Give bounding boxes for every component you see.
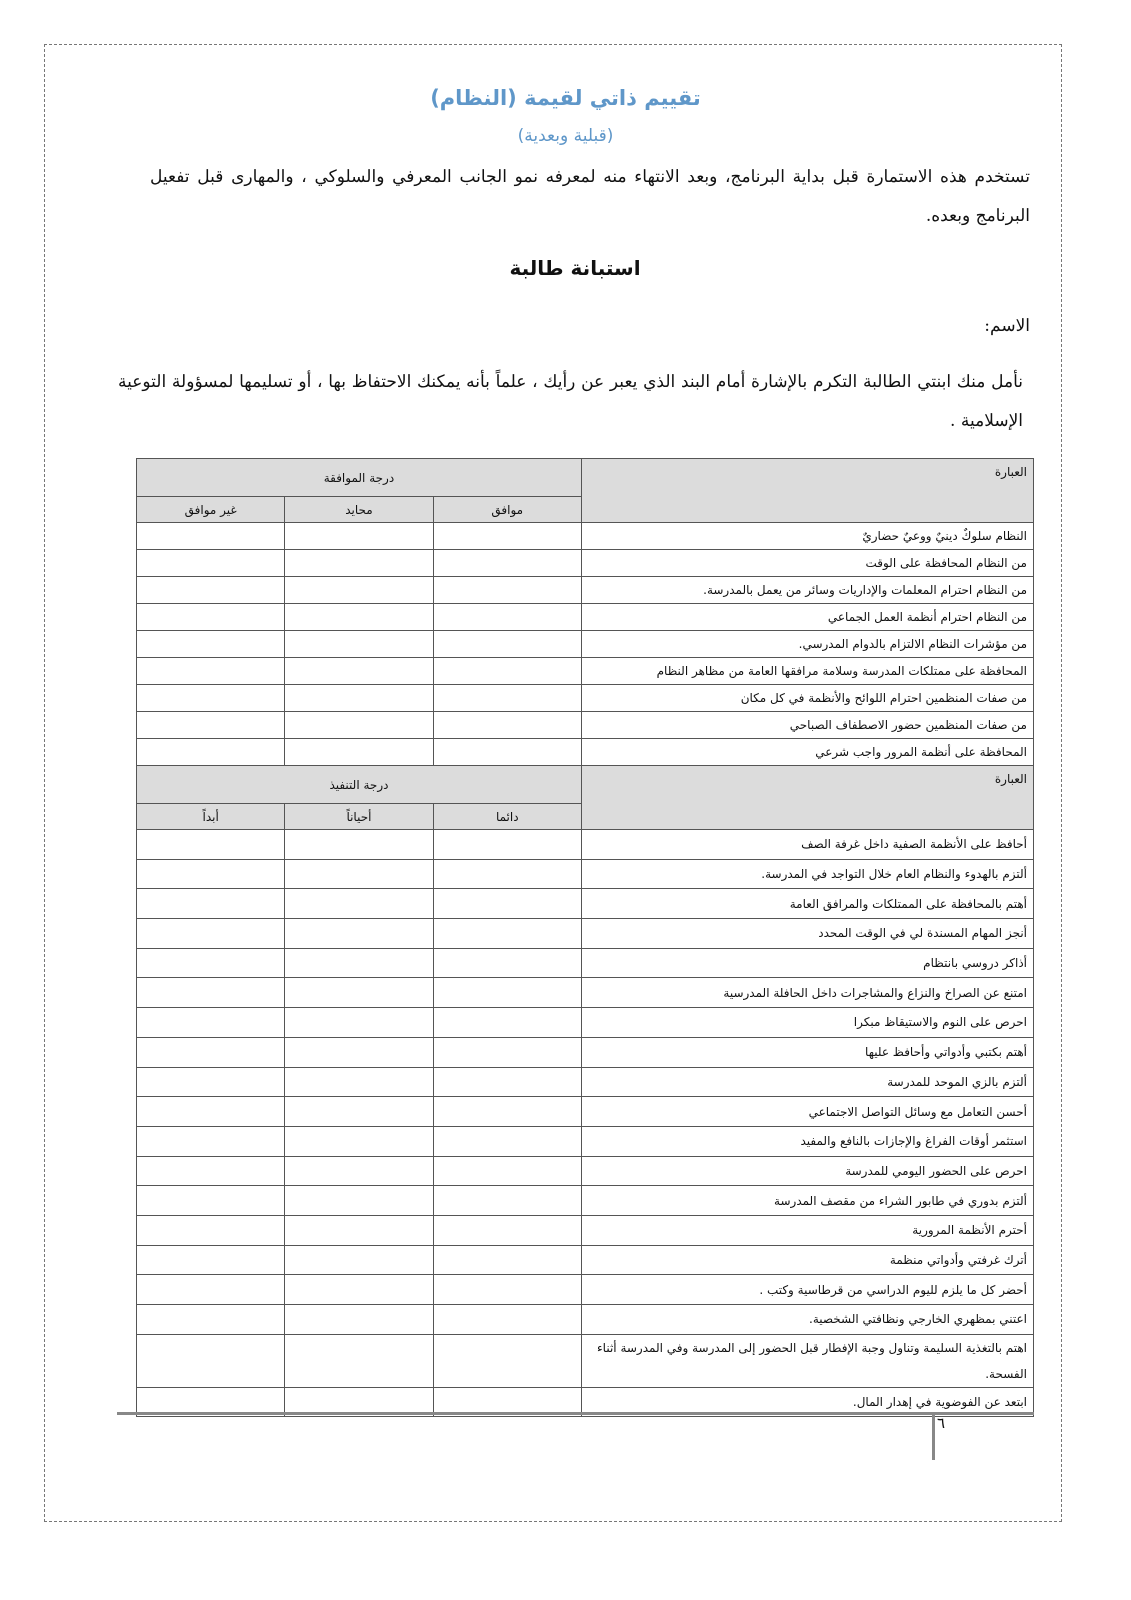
- statement-cell: أحافظ على الأنظمة الصفية داخل غرفة الصف: [581, 830, 1033, 860]
- answer-cell[interactable]: [137, 1067, 285, 1097]
- answer-cell[interactable]: [137, 948, 285, 978]
- answer-cell[interactable]: [137, 1008, 285, 1038]
- table-row: [137, 604, 1034, 631]
- instructions-paragraph: نأمل منك ابنتي الطالبة التكرم بالإشارة أمام البند الذي يعبر عن رأيك ، علماً بأنه يمكنك الاحتفاظ بها ، أو تسليمها لمسؤولة التوعية الإسلامية .: [118, 372, 1023, 431]
- answer-cell[interactable]: [433, 523, 581, 550]
- answer-cell[interactable]: [285, 1275, 433, 1305]
- answer-cell[interactable]: [285, 604, 433, 631]
- answer-cell[interactable]: [137, 1245, 285, 1275]
- table-row: [137, 685, 1034, 712]
- answer-cell[interactable]: [137, 1215, 285, 1245]
- answer-cell[interactable]: [285, 1305, 433, 1335]
- statement-cell: أحسن التعامل مع وسائل التواصل الاجتماعي: [581, 1097, 1033, 1127]
- table-row: [137, 712, 1034, 739]
- answer-cell[interactable]: [433, 1245, 581, 1275]
- table-row: [137, 1245, 1034, 1275]
- answer-cell[interactable]: [285, 889, 433, 919]
- answer-cell[interactable]: [433, 978, 581, 1008]
- answer-cell[interactable]: [137, 1275, 285, 1305]
- statement-cell: من صفات المنظمين احترام اللوائح والأنظمة في كل مكان: [581, 685, 1033, 712]
- answer-cell[interactable]: [137, 550, 285, 577]
- answer-cell[interactable]: [433, 1156, 581, 1186]
- answer-cell[interactable]: [285, 830, 433, 860]
- answer-cell[interactable]: [285, 550, 433, 577]
- answer-cell[interactable]: [285, 859, 433, 889]
- answer-cell[interactable]: [137, 830, 285, 860]
- statement-cell: المحافظة على ممتلكات المدرسة وسلامة مرافقها العامة من مظاهر النظام: [581, 658, 1033, 685]
- answer-cell[interactable]: [137, 1334, 285, 1387]
- answer-cell[interactable]: [433, 948, 581, 978]
- answer-cell[interactable]: [433, 685, 581, 712]
- table-row: [137, 830, 1034, 860]
- answer-cell[interactable]: [285, 685, 433, 712]
- answer-cell[interactable]: [137, 658, 285, 685]
- statement-cell: أنجز المهام المسندة لي في الوقت المحدد: [581, 919, 1033, 949]
- table-row: [137, 577, 1034, 604]
- section-header-row: [137, 766, 1034, 804]
- answer-cell[interactable]: [137, 739, 285, 766]
- statement-cell: أحضر كل ما يلزم لليوم الدراسي من قرطاسية وكتب .: [581, 1275, 1033, 1305]
- table-row: [137, 948, 1034, 978]
- answer-cell[interactable]: [433, 1126, 581, 1156]
- statement-cell: من النظام المحافظة على الوقت: [581, 550, 1033, 577]
- answer-cell[interactable]: [433, 1334, 581, 1387]
- answer-cell[interactable]: [137, 889, 285, 919]
- answer-cell[interactable]: [137, 685, 285, 712]
- statement-cell: من النظام احترام المعلمات والإداريات وسائر من يعمل بالمدرسة.: [581, 577, 1033, 604]
- table-row: [137, 1334, 1034, 1387]
- table-row: [137, 1097, 1034, 1127]
- answer-cell[interactable]: [137, 978, 285, 1008]
- answer-cell[interactable]: [137, 523, 285, 550]
- answer-cell[interactable]: [433, 919, 581, 949]
- answer-cell[interactable]: [285, 978, 433, 1008]
- statement-cell: ألتزم بدوري في طابور الشراء من مقصف المدرسة: [581, 1186, 1033, 1216]
- answer-cell[interactable]: [137, 859, 285, 889]
- answer-cell[interactable]: [433, 830, 581, 860]
- answer-cell[interactable]: [285, 1097, 433, 1127]
- answer-cell[interactable]: [433, 1037, 581, 1067]
- answer-cell[interactable]: [285, 577, 433, 604]
- statement-cell: المحافظة على أنظمة المرور واجب شرعي: [581, 739, 1033, 766]
- table-row: [137, 859, 1034, 889]
- statement-cell: ألتزم بالزي الموحد للمدرسة: [581, 1067, 1033, 1097]
- statement-cell: أحترم الأنظمة المرورية: [581, 1215, 1033, 1245]
- answer-cell[interactable]: [433, 1067, 581, 1097]
- answer-cell[interactable]: [137, 919, 285, 949]
- answer-cell[interactable]: [137, 1305, 285, 1335]
- answer-cell[interactable]: [433, 1186, 581, 1216]
- answer-cell[interactable]: [285, 919, 433, 949]
- answer-cell[interactable]: [433, 739, 581, 766]
- answer-cell[interactable]: [137, 712, 285, 739]
- table-row: [137, 1008, 1034, 1038]
- option-header: دائما: [433, 804, 581, 830]
- rating-group-header: درجة التنفيذ: [137, 766, 582, 804]
- statement-cell: اهتم بالتغذية السليمة وتناول وجبة الإفطار قبل الحضور إلى المدرسة وفي المدرسة أثناء الفسحة.: [581, 1334, 1033, 1387]
- answer-cell[interactable]: [433, 712, 581, 739]
- statement-cell: من مؤشرات النظام الالتزام بالدوام المدرسي.: [581, 631, 1033, 658]
- table-row: [137, 1126, 1034, 1156]
- answer-cell[interactable]: [285, 1037, 433, 1067]
- answer-cell[interactable]: [137, 1186, 285, 1216]
- questionnaire-table: [136, 458, 1034, 1417]
- answer-cell[interactable]: [137, 631, 285, 658]
- statement-header: العبارة: [581, 459, 1033, 523]
- answer-cell[interactable]: [285, 1008, 433, 1038]
- table-row: [137, 889, 1034, 919]
- statement-cell: احرص على الحضور اليومي للمدرسة: [581, 1156, 1033, 1186]
- statement-cell: من صفات المنظمين حضور الاصطفاف الصباحي: [581, 712, 1033, 739]
- answer-cell[interactable]: [285, 658, 433, 685]
- statement-cell: ألتزم بالهدوء والنظام العام خلال التواجد في المدرسة.: [581, 859, 1033, 889]
- answer-cell[interactable]: [433, 889, 581, 919]
- table-row: [137, 1156, 1034, 1186]
- section-header-row: [137, 459, 1034, 497]
- option-header: أبداً: [137, 804, 285, 830]
- table-row: [137, 1186, 1034, 1216]
- answer-cell[interactable]: [433, 631, 581, 658]
- answer-cell[interactable]: [285, 712, 433, 739]
- answer-cell[interactable]: [137, 604, 285, 631]
- answer-cell[interactable]: [285, 1245, 433, 1275]
- answer-cell[interactable]: [137, 577, 285, 604]
- name-label: الاسم:: [984, 316, 1030, 336]
- statement-cell: أترك غرفتي وأدواتي منظمة: [581, 1245, 1033, 1275]
- answer-cell[interactable]: [433, 1305, 581, 1335]
- statement-header: العبارة: [581, 766, 1033, 830]
- answer-cell[interactable]: [137, 1097, 285, 1127]
- answer-cell[interactable]: [285, 1215, 433, 1245]
- answer-cell[interactable]: [433, 1215, 581, 1245]
- statement-cell: استثمر أوقات الفراغ والإجازات بالنافع والمفيد: [581, 1126, 1033, 1156]
- answer-cell[interactable]: [433, 550, 581, 577]
- answer-cell[interactable]: [137, 1037, 285, 1067]
- statement-cell: ابتعد عن الفوضوية في إهدار المال.: [581, 1387, 1033, 1417]
- document-title: تقييم ذاتي لقيمة (النظام): [430, 86, 701, 110]
- statement-cell: من النظام احترام أنظمة العمل الجماعي: [581, 604, 1033, 631]
- table-row: [137, 1275, 1034, 1305]
- answer-cell[interactable]: [433, 577, 581, 604]
- answer-cell[interactable]: [433, 604, 581, 631]
- table-row: [137, 1067, 1034, 1097]
- answer-cell[interactable]: [285, 1067, 433, 1097]
- statement-cell: النظام سلوكٌ دينيٌ ووعيٌ حضاريٌ: [581, 523, 1033, 550]
- footer-divider: [117, 1412, 1034, 1415]
- table-row: [137, 550, 1034, 577]
- table-row: [137, 978, 1034, 1008]
- answer-cell[interactable]: [137, 1156, 285, 1186]
- statement-cell: أهتم بالمحافظة على الممتلكات والمرافق العامة: [581, 889, 1033, 919]
- statement-cell: احرص على النوم والاستيقاظ مبكرا: [581, 1008, 1033, 1038]
- table-row: [137, 919, 1034, 949]
- answer-cell[interactable]: [433, 1097, 581, 1127]
- answer-cell[interactable]: [285, 1126, 433, 1156]
- statement-cell: اعتني بمظهري الخارجي ونظافتي الشخصية.: [581, 1305, 1033, 1335]
- answer-cell[interactable]: [433, 658, 581, 685]
- option-header: محايد: [285, 497, 433, 523]
- answer-cell[interactable]: [137, 1126, 285, 1156]
- answer-cell[interactable]: [433, 1275, 581, 1305]
- answer-cell[interactable]: [285, 1186, 433, 1216]
- answer-cell[interactable]: [285, 523, 433, 550]
- footer-vertical-divider: [932, 1414, 935, 1460]
- table-row: [137, 1037, 1034, 1067]
- table-row: [137, 631, 1034, 658]
- questionnaire-heading: استبانة طالبة: [509, 256, 641, 280]
- statement-cell: أهتم بكتبي وأدواتي وأحافظ عليها: [581, 1037, 1033, 1067]
- option-header: أحياناً: [285, 804, 433, 830]
- answer-cell[interactable]: [285, 739, 433, 766]
- answer-cell[interactable]: [285, 631, 433, 658]
- option-header: موافق: [433, 497, 581, 523]
- document-subtitle: (قبلية وبعدية): [517, 126, 614, 146]
- answer-cell[interactable]: [285, 948, 433, 978]
- table-row: [137, 1215, 1034, 1245]
- option-header: غير موافق: [137, 497, 285, 523]
- table-row: [137, 523, 1034, 550]
- page-number: ٦: [937, 1414, 946, 1432]
- table-row: [137, 658, 1034, 685]
- table-row: [137, 739, 1034, 766]
- answer-cell[interactable]: [433, 1008, 581, 1038]
- answer-cell[interactable]: [285, 1334, 433, 1387]
- intro-paragraph: تستخدم هذه الاستمارة قبل بداية البرنامج، وبعد الانتهاء منه لمعرفه نمو الجانب المعرفي والسلوكي ، والمهارى قبل تفعيل البرنامج وبعده.: [150, 167, 1030, 226]
- statement-cell: أذاكر دروسي بانتظام: [581, 948, 1033, 978]
- statement-cell: امتنع عن الصراخ والنزاع والمشاجرات داخل الحافلة المدرسية: [581, 978, 1033, 1008]
- answer-cell[interactable]: [433, 859, 581, 889]
- answer-cell[interactable]: [285, 1156, 433, 1186]
- table-row: [137, 1305, 1034, 1335]
- rating-group-header: درجة الموافقة: [137, 459, 582, 497]
